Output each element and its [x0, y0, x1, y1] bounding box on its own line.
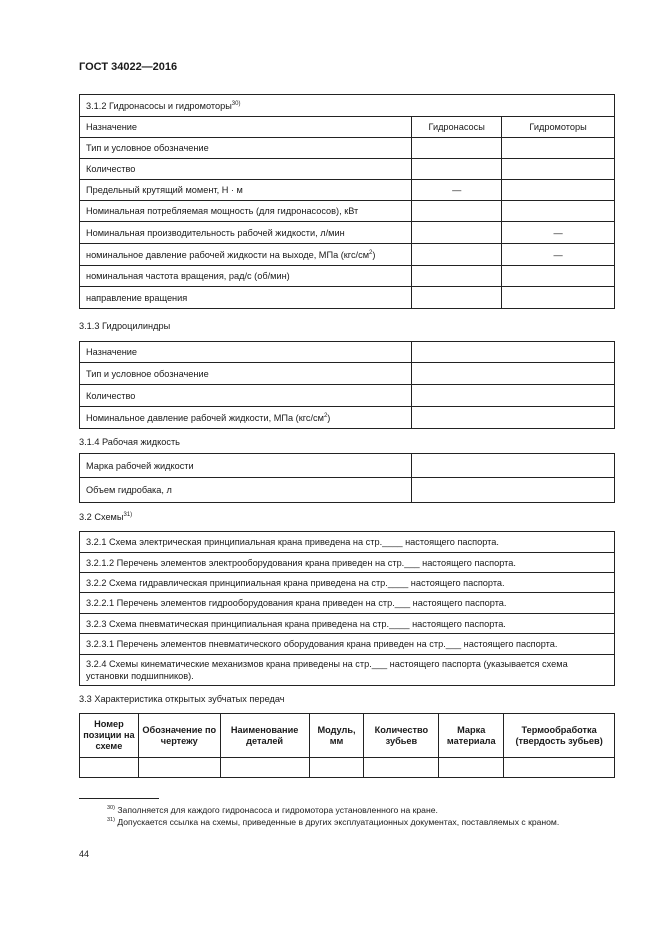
table-row: Номинальная потребляемая мощность (для гидронасосов), кВт — [80, 201, 615, 222]
table-row: Назначение — [80, 342, 615, 363]
table-row: Предельный крутящий момент, Н · м — — [80, 180, 615, 201]
table-row: направление вращения — [80, 287, 615, 309]
table-row: Тип и условное обозначение — [80, 138, 615, 159]
col-header-teeth: Количество зубьев — [364, 714, 439, 758]
working-fluid-table — [79, 453, 615, 503]
col-header-drawing: Обозначение по чертежу — [138, 714, 220, 758]
gears-table — [79, 713, 615, 778]
col-header-motors: Гидромоторы — [502, 117, 615, 138]
hydro-cylinders-table — [79, 341, 615, 429]
section-title-313: 3.1.3 Гидроцилиндры — [79, 321, 171, 331]
col-header-parts: Наименование деталей — [220, 714, 309, 758]
table-row — [80, 758, 615, 778]
table-row: 3.2.3 Схема пневматическая принципиальная крана приведена на стр.____ настоящего паспорта. — [80, 614, 615, 634]
col-header-pumps: Гидронасосы — [412, 117, 502, 138]
table-row: 3.2.4 Схемы кинематические механизмов крана приведены на стр.___ настоящего паспорта (указывается схема установки подшипников). — [80, 655, 615, 686]
section-title-312: 3.1.2 Гидронасосы и гидромоторы$^{30)}$ — [80, 95, 615, 117]
table-row: Объем гидробака, л — [80, 478, 615, 503]
col-header-position: Номер позиции на схеме — [80, 714, 139, 758]
table-row: Количество — [80, 385, 615, 407]
section-title-314: 3.1.4 Рабочая жидкость — [79, 437, 180, 447]
document-header: ГОСТ 34022—2016 — [79, 61, 178, 73]
page-number: 44 — [79, 849, 90, 859]
table-row: Номинальное давление рабочей жидкости, МПа $(кгс/см^2)$ — [80, 407, 615, 429]
schemes-table — [79, 531, 615, 686]
table-row: Номинальная производительность рабочей жидкости, л/мин — — [80, 222, 615, 244]
table-row: 3.2.3.1 Перечень элементов пневматического оборудования крана приведен на стр.___ настоящего паспорта. — [80, 634, 615, 655]
col-header-material: Марка материала — [439, 714, 504, 758]
table-row: Марка рабочей жидкости — [80, 454, 615, 478]
table-row: Количество — [80, 159, 615, 180]
footnote-31: $^{31)}$ Допускается ссылка на схемы, приведенные в других эксплуатационных документах, поставляемых с краном. — [107, 817, 560, 827]
table-row: номинальная частота вращения, рад/с (об/мин) — [80, 266, 615, 287]
table-row: 3.2.2.1 Перечень элементов гидрооборудования крана приведен на стр.___ настоящего паспорта. — [80, 593, 615, 614]
col-header-heat-treatment: Термообработка (твердость зубьев) — [504, 714, 615, 758]
table-row: 3.2.1 Схема электрическая принципиальная крана приведена на стр.____ настоящего паспорта. — [80, 532, 615, 553]
table-row: номинальное давление рабочей жидкости на выходе, МПа $(кгс/см^2)$ — — [80, 244, 615, 266]
hydro-pumps-motors-table — [79, 94, 615, 309]
table-row: 3.2.2 Схема гидравлическая принципиальная крана приведена на стр.____ настоящего паспорта. — [80, 573, 615, 593]
col-header-module: Модуль, мм — [309, 714, 364, 758]
footnote-30: $^{30)}$ Заполняется для каждого гидронасоса и гидромотора установленного на кране. — [107, 805, 438, 815]
section-title-33: 3.3 Характеристика открытых зубчатых передач — [79, 694, 285, 704]
col-header-purpose: Назначение — [80, 117, 412, 138]
table-row: Тип и условное обозначение — [80, 363, 615, 385]
footnote-separator — [79, 798, 159, 799]
table-row: 3.2.1.2 Перечень элементов электрооборудования крана приведен на стр.___ настоящего паспорта. — [80, 553, 615, 573]
section-title-32: 3.2 Схемы$^{31)}$ — [79, 511, 133, 522]
